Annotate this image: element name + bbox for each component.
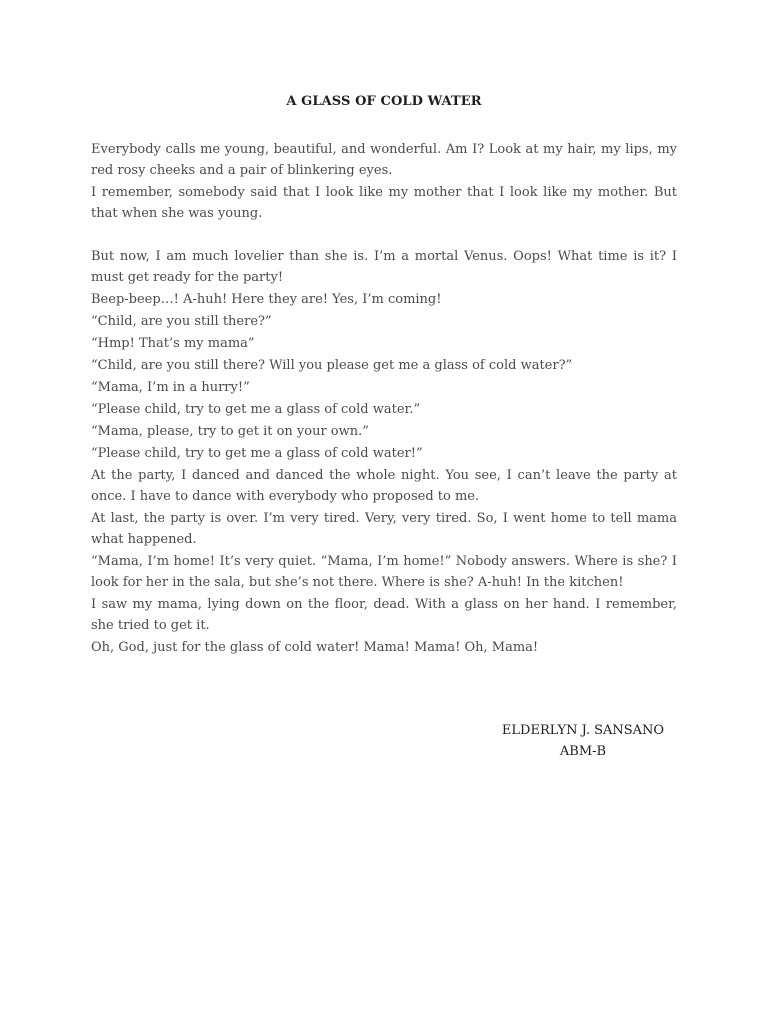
paragraph: “Please child, try to get me a glass of cold water.” (91, 402, 421, 417)
paragraph: “Please child, try to get me a glass of cold water!” (91, 446, 423, 461)
paragraph: “Hmp! That’s my mama” (91, 336, 255, 351)
paragraph: Beep-beep…! A-huh! Here they are! Yes, I’m coming! (91, 292, 442, 307)
paragraph: I saw my mama, lying down on the floor, dead. With a glass on her hand. I remember, she tried to get it. (91, 597, 677, 633)
story-body (91, 139, 677, 659)
author-signature (500, 720, 666, 762)
paragraph: “Mama, I’m in a hurry!” (91, 380, 250, 395)
paragraph: At the party, I danced and danced the whole night. You see, I can’t leave the party at once. I have to dance with everybody who proposed to me. (91, 468, 677, 504)
paragraph: I remember, somebody said that I look like my mother that I look like my mother. But that when she was young. (91, 185, 677, 221)
paragraph: Everybody calls me young, beautiful, and wonderful. Am I? Look at my hair, my lips, my red rosy cheeks and a pair of blinkering eyes. (91, 142, 677, 178)
document-title: A GLASS OF COLD WATER (286, 94, 482, 109)
author-section: ABM-B (559, 744, 607, 759)
paragraph: “Child, are you still there? Will you please get me a glass of cold water?” (91, 358, 573, 373)
author-name: ELDERLYN J. SANSANO (501, 723, 665, 738)
paragraph: “Mama, I’m home! It’s very quiet. “Mama, I’m home!” Nobody answers. Where is she? I look for her in the sala, but she’s not there. Where is she? A-huh! In the kitchen! (91, 554, 677, 590)
paragraph: At last, the party is over. I’m very tired. Very, very tired. So, I went home to tell mama what happened. (91, 511, 677, 547)
paragraph: But now, I am much lovelier than she is. I’m a mortal Venus. Oops! What time is it? I must get ready for the party! (91, 249, 677, 285)
paragraph: “Child, are you still there?” (91, 314, 272, 329)
paragraph: Oh, God, just for the glass of cold water! Mama! Mama! Oh, Mama! (91, 640, 539, 655)
paragraph: “Mama, please, try to get it on your own.” (91, 424, 369, 439)
